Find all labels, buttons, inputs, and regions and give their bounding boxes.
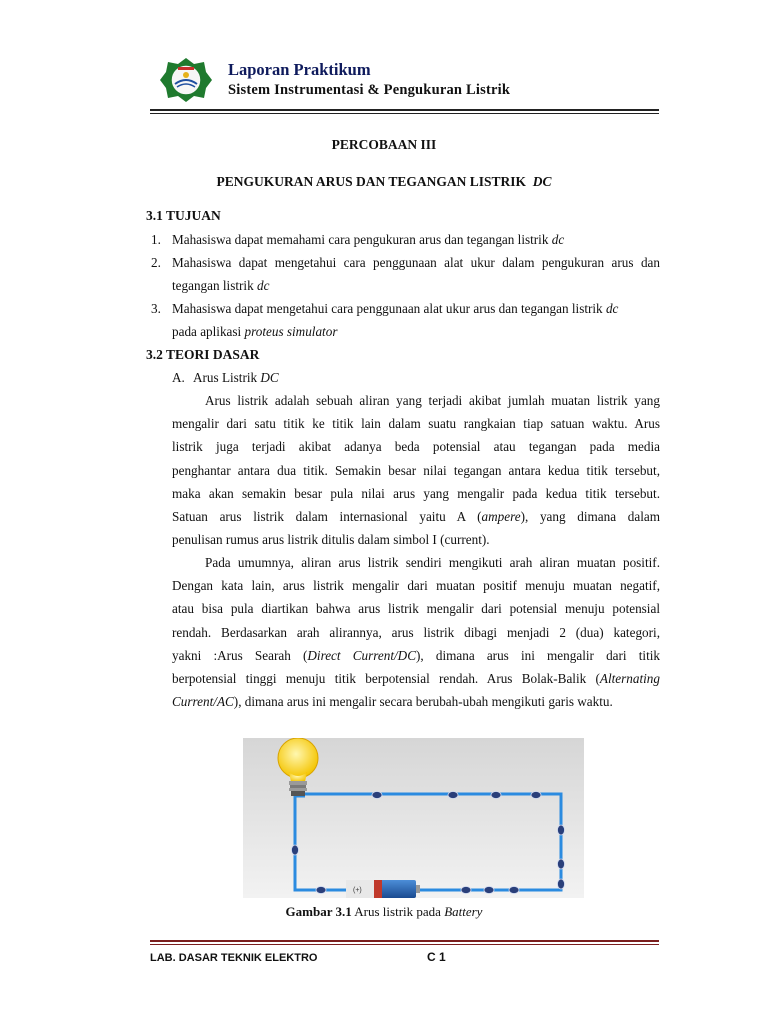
text-line: penghantar antara dua titik. Semakin besar nilai tegangan antara kedua titik tersebut, [172, 462, 660, 478]
main-title-text: PENGUKURAN ARUS DAN TEGANGAN LISTRIK [216, 174, 527, 189]
text-run: berpotensial tinggi menuju titik berpotensial rendah. Arus Bolak-Balik ( [172, 670, 600, 686]
caption-text: Arus listrik pada [351, 904, 445, 919]
text-em: ampere [481, 508, 521, 524]
list-item-text: Mahasiswa dapat memahami cara pengukuran arus dan tegangan listrik [172, 232, 552, 247]
paragraph-arah-arus [172, 551, 660, 713]
text-run: Satuan arus listrik dalam internasional yaitu A ( [172, 508, 482, 524]
caption-label: Gambar 3.1 [285, 904, 352, 919]
text-line [172, 667, 660, 690]
paragraph-arus-listrik [172, 389, 660, 551]
text-em: Current/AC [172, 694, 234, 710]
list-item-line [172, 301, 660, 317]
list-item-line: Mahasiswa dapat mengetahui cara penggunaan alat ukur dalam pengukuran arus dan [172, 255, 660, 270]
circuit-figure [243, 738, 584, 898]
text-run: yakni :Arus Searah ( [172, 647, 308, 663]
list-number: 3. [151, 301, 161, 316]
battery-mark: (+) [353, 887, 362, 894]
caption-em: Battery [444, 904, 483, 919]
text-em: Direct Current/DC [307, 647, 416, 663]
main-title [0, 174, 768, 190]
text-line: listrik juga terjadi akibat adanya beda potensial atau tegangan pada media [172, 439, 660, 455]
figure-caption [0, 904, 768, 920]
text-line [172, 644, 660, 667]
university-logo [158, 56, 214, 104]
header-title: Laporan Praktikum [228, 60, 371, 79]
text-line: Dengan kata lain, arus listrik mengalir dari muatan positif menuju muatan negatif, [172, 578, 660, 594]
text-line: atau bisa pula diartikan bahwa arus listrik mengalir dari potensial menuju potensial [172, 601, 660, 617]
list-number: 1. [151, 232, 161, 247]
list-item-text: pada aplikasi [172, 324, 245, 339]
text-line: Arus listrik adalah sebuah aliran yang terjadi akibat jumlah muatan listrik yang [205, 393, 660, 408]
section-heading-tujuan: 3.1 TUJUAN [146, 208, 221, 223]
experiment-title: PERCOBAAN III [331, 137, 437, 152]
list-item-em: proteus simulator [244, 324, 338, 339]
text-run: ), dimana arus ini mengalir secara berubah-ubah mengikuti garis waktu. [233, 694, 613, 710]
text-line: maka akan semakin besar pula nilai arus yang mengalir pada kedua titik tersebut. [172, 485, 660, 501]
list-item-em: dc [551, 232, 565, 247]
header-rule [150, 109, 659, 111]
list-item-line [172, 324, 660, 340]
subsection-title [193, 370, 279, 386]
text-run: ), dimana arus ini mengalir dari titik [416, 647, 660, 663]
footer-page-number: C 1 [427, 950, 446, 964]
text-em: Alternating [599, 670, 660, 686]
text-run: ), yang dimana dalam [520, 508, 660, 524]
text-line: rendah. Berdasarkan arah alirannya, arus listrik dibagi menjadi 2 (dua) kategori, [172, 624, 660, 640]
list-number: 2. [151, 255, 161, 270]
list-item [172, 232, 660, 248]
battery-icon [346, 880, 420, 898]
text-line: mengalir dari satu titik ke titik lain dalam suatu rangkaian tiap satuan waktu. Arus [172, 416, 660, 432]
header-subtitle: Sistem Instrumentasi & Pengukuran Listrik [228, 82, 511, 98]
subsection-title-text: Arus Listrik [193, 370, 261, 385]
text-line: Pada umumnya, aliran arus listrik sendiri mengikuti arah aliran muatan positif. [205, 555, 660, 570]
header-rule-thin [150, 113, 659, 114]
footer-lab-name: LAB. DASAR TEKNIK ELEKTRO [150, 952, 318, 964]
text-line [172, 690, 660, 713]
subsection-title-em: DC [260, 370, 279, 385]
text-line [172, 505, 660, 528]
list-item-line [172, 278, 660, 294]
text-line: penulisan rumus arus listrik ditulis dalam simbol I (current). [172, 532, 490, 548]
footer-rule-thin [150, 944, 659, 945]
list-item-em: dc [605, 301, 619, 316]
list-item-text: Mahasiswa dapat mengetahui cara penggunaan alat ukur arus dan tegangan listrik [172, 301, 606, 316]
list-item-text: tegangan listrik [172, 278, 257, 293]
subsection-label: A. [172, 370, 185, 385]
main-title-suffix: DC [532, 174, 552, 189]
footer-rule [150, 940, 659, 942]
section-heading-teori: 3.2 TEORI DASAR [146, 347, 260, 362]
list-item-em: dc [256, 278, 270, 293]
